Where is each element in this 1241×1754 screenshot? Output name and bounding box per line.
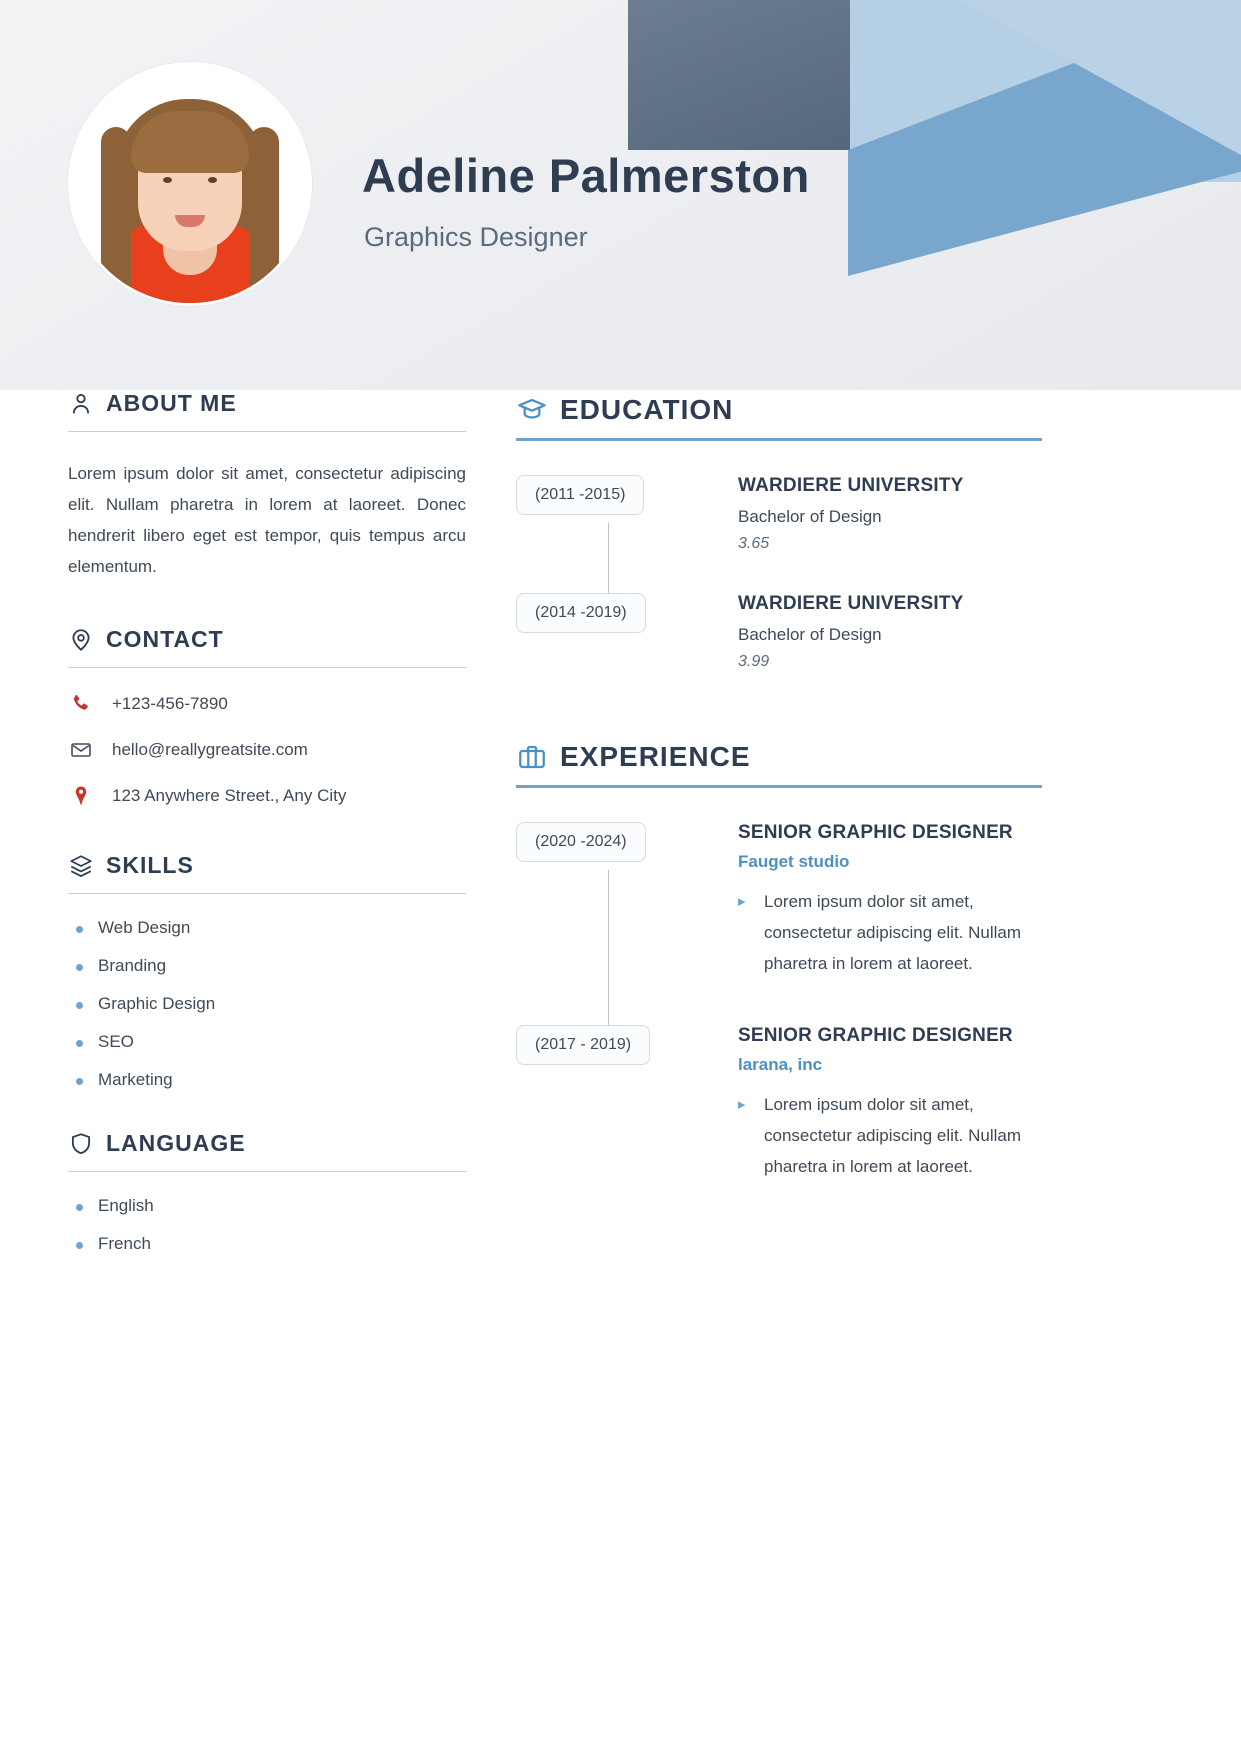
education-entry-body bbox=[738, 593, 1042, 671]
experience-position: SENIOR GRAPHIC DESIGNER bbox=[738, 1025, 1013, 1046]
experience-heading bbox=[516, 741, 1042, 773]
contact-phone[interactable] bbox=[68, 692, 466, 716]
education-entry bbox=[516, 593, 1042, 671]
list-item: ▸ Lorem ipsum dolor sit amet, consectetur adipiscing elit. Nullam pharetra in lorem at laoreet. bbox=[738, 886, 1042, 979]
graduation-cap-icon bbox=[516, 394, 548, 426]
about-title: ABOUT ME bbox=[106, 390, 237, 416]
section-education bbox=[516, 394, 1042, 671]
experience-entry-body bbox=[738, 822, 1042, 979]
experience-entry bbox=[516, 822, 1042, 979]
experience-entry-body bbox=[738, 1025, 1042, 1182]
list-item: Branding bbox=[68, 956, 466, 976]
avatar bbox=[68, 62, 312, 306]
skills-heading bbox=[68, 852, 466, 879]
experience-entry bbox=[516, 1025, 1042, 1182]
list-item: SEO bbox=[68, 1032, 466, 1052]
skills-title: SKILLS bbox=[106, 852, 194, 878]
experience-date: (2020 -2024) bbox=[516, 822, 646, 862]
map-marker-icon bbox=[68, 784, 94, 808]
section-language bbox=[68, 1130, 466, 1254]
education-title: EDUCATION bbox=[560, 394, 734, 425]
resume-header bbox=[0, 0, 1241, 390]
education-gpa: 3.65 bbox=[738, 535, 770, 552]
section-experience bbox=[516, 741, 1042, 1182]
experience-bullets bbox=[738, 1089, 1042, 1182]
experience-bullets bbox=[738, 886, 1042, 979]
education-organization: WARDIERE UNIVERSITY bbox=[738, 593, 964, 614]
experience-date: (2017 - 2019) bbox=[516, 1025, 650, 1065]
list-item: Graphic Design bbox=[68, 994, 466, 1014]
shield-icon bbox=[68, 1131, 94, 1157]
contact-address[interactable] bbox=[68, 784, 466, 808]
left-column bbox=[68, 390, 466, 1272]
experience-position: SENIOR GRAPHIC DESIGNER bbox=[738, 822, 1013, 843]
candidate-role: Graphics Designer bbox=[364, 222, 588, 252]
list-item: French bbox=[68, 1234, 466, 1254]
education-date: (2011 -2015) bbox=[516, 475, 644, 515]
education-entry-date-wrap bbox=[516, 475, 738, 553]
experience-company: larana, inc bbox=[738, 1055, 823, 1074]
education-divider bbox=[516, 438, 1042, 441]
language-divider bbox=[68, 1171, 466, 1172]
experience-divider bbox=[516, 785, 1042, 788]
briefcase-icon bbox=[516, 741, 548, 773]
phone-icon bbox=[68, 692, 94, 716]
education-entry-body bbox=[738, 475, 1042, 553]
contact-address-value: 123 Anywhere Street., Any City bbox=[112, 786, 347, 805]
language-list bbox=[68, 1196, 466, 1254]
skills-divider bbox=[68, 893, 466, 894]
language-heading bbox=[68, 1130, 466, 1157]
experience-company: Fauget studio bbox=[738, 852, 850, 871]
list-item: English bbox=[68, 1196, 466, 1216]
list-item: ▸ Lorem ipsum dolor sit amet, consectetur adipiscing elit. Nullam pharetra in lorem at laoreet. bbox=[738, 1089, 1042, 1182]
header-shape-dark bbox=[628, 0, 850, 150]
list-item: Web Design bbox=[68, 918, 466, 938]
list-item: Marketing bbox=[68, 1070, 466, 1090]
section-skills bbox=[68, 852, 466, 1090]
education-degree: Bachelor of Design bbox=[738, 507, 882, 526]
education-date: (2014 -2019) bbox=[516, 593, 646, 633]
education-organization: WARDIERE UNIVERSITY bbox=[738, 475, 964, 496]
experience-entry-date-wrap bbox=[516, 822, 738, 979]
experience-title: EXPERIENCE bbox=[560, 741, 751, 772]
profile-photo bbox=[71, 65, 309, 303]
contact-title: CONTACT bbox=[106, 626, 224, 652]
contact-heading bbox=[68, 626, 466, 653]
about-divider bbox=[68, 431, 466, 432]
contact-email[interactable] bbox=[68, 738, 466, 762]
language-title: LANGUAGE bbox=[106, 1130, 246, 1156]
location-pin-icon bbox=[68, 627, 94, 653]
education-degree: Bachelor of Design bbox=[738, 625, 882, 644]
education-entry bbox=[516, 475, 1042, 553]
candidate-name: Adeline Palmerston bbox=[362, 149, 810, 202]
right-column bbox=[516, 390, 1042, 1182]
experience-entry-date-wrap bbox=[516, 1025, 738, 1182]
contact-email-value: hello@reallygreatsite.com bbox=[112, 740, 308, 759]
contact-list bbox=[68, 692, 466, 808]
section-about bbox=[68, 390, 466, 582]
education-heading bbox=[516, 394, 1042, 426]
person-icon bbox=[68, 391, 94, 417]
education-gpa: 3.99 bbox=[738, 653, 770, 670]
contact-divider bbox=[68, 667, 466, 668]
about-heading bbox=[68, 390, 466, 417]
contact-phone-value: +123-456-7890 bbox=[112, 694, 228, 713]
layers-icon bbox=[68, 853, 94, 879]
skills-list bbox=[68, 918, 466, 1090]
email-icon bbox=[68, 738, 94, 762]
about-text: Lorem ipsum dolor sit amet, consectetur adipiscing elit. Nullam pharetra in lorem at laoreet. Donec hendrerit libero eget est tempor, quis tempus arcu elementum. bbox=[68, 464, 466, 576]
education-entry-date-wrap bbox=[516, 593, 738, 671]
section-contact bbox=[68, 626, 466, 808]
